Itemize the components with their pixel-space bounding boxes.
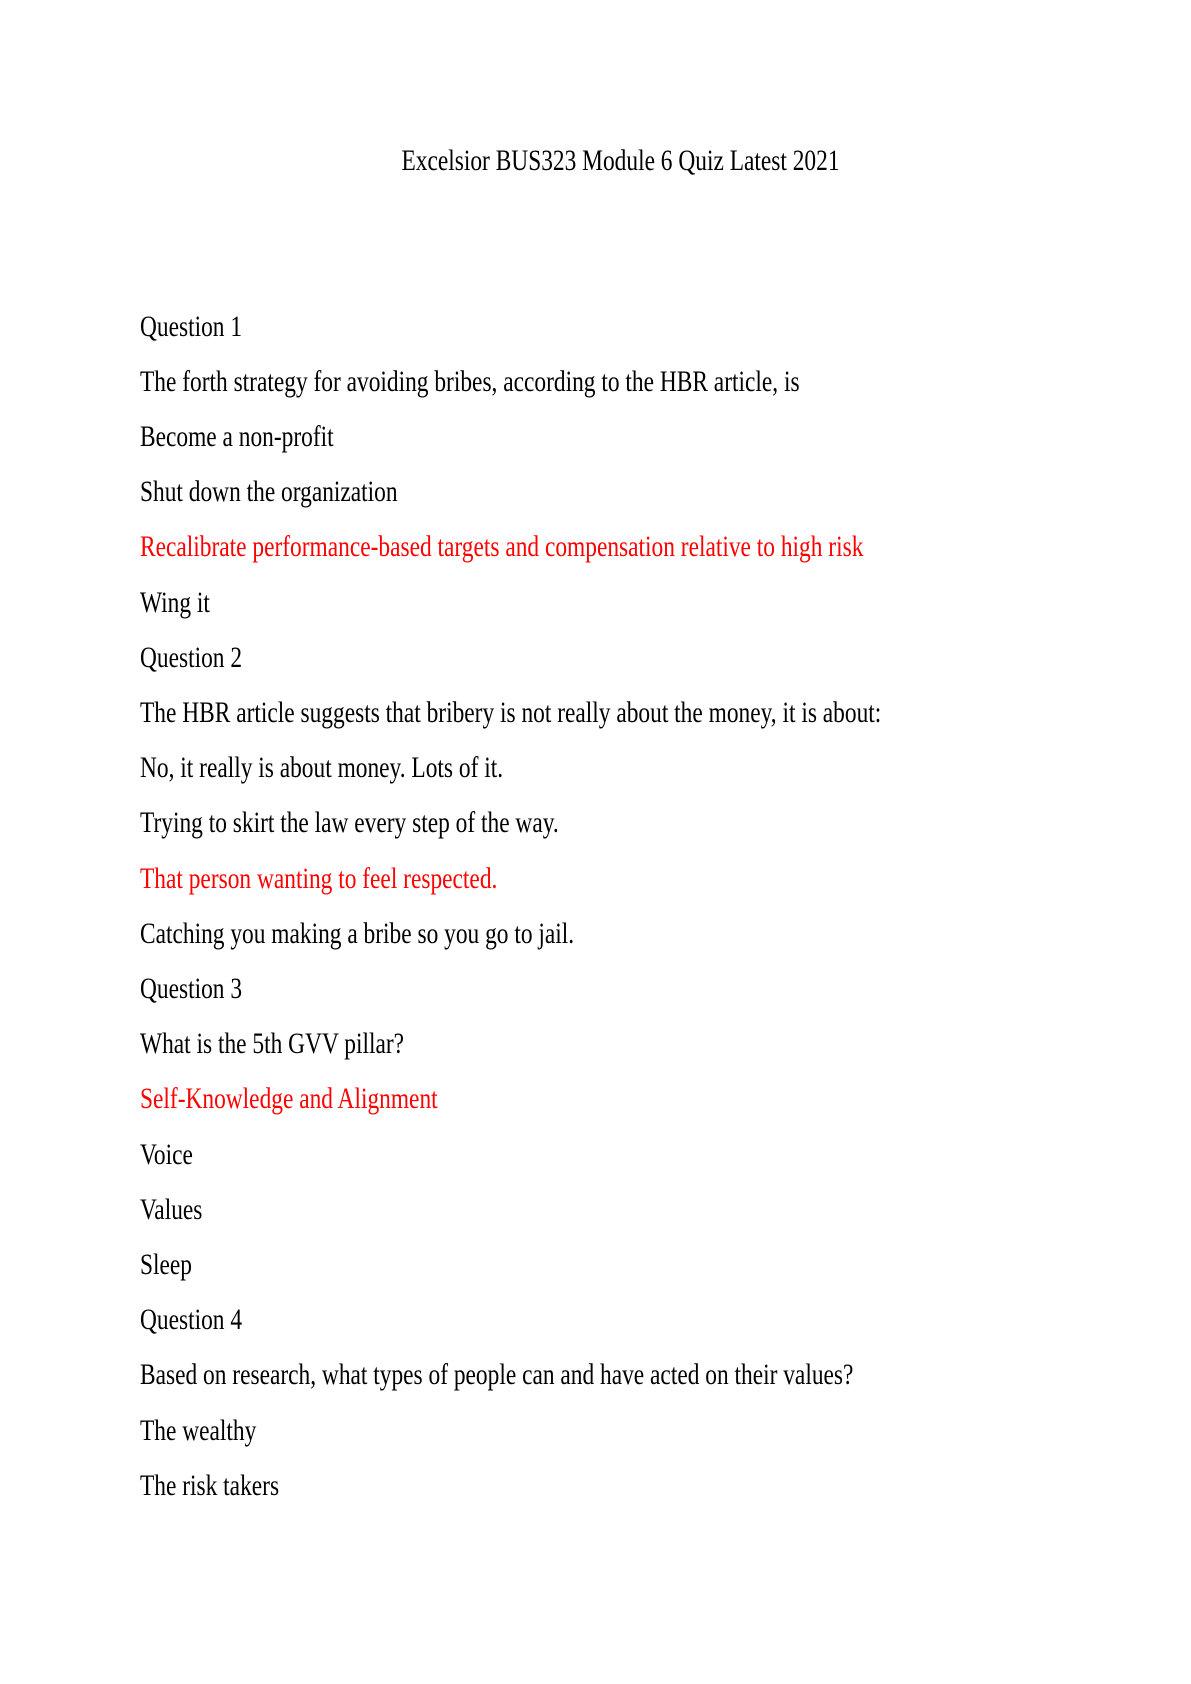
question-text: The forth strategy for avoiding bribes, according to the HBR article, is <box>140 364 800 398</box>
correct-answer-text: That person wanting to feel respected. <box>140 861 498 895</box>
answer-option-text: Become a non-profit <box>140 420 334 453</box>
answer-option-text: No, it really is about money. Lots of it. <box>140 751 504 785</box>
answer-option-text: Shut down the organization <box>140 475 398 509</box>
question-text: What is the 5th GVV pillar? <box>140 1027 405 1061</box>
answer-option-text: The risk takers <box>140 1468 280 1502</box>
answer-option-text: Catching you making a bribe so you go to jail. <box>140 916 575 950</box>
document-title: Excelsior BUS323 Module 6 Quiz Latest 2021 <box>401 144 840 177</box>
question-text: Based on research, what types of people can and have acted on their values? <box>140 1358 854 1392</box>
answer-option-text: Sleep <box>140 1248 192 1282</box>
question-label: Question 3 <box>140 972 243 1006</box>
answer-option-text: The wealthy <box>140 1413 257 1447</box>
answer-option-text: Values <box>140 1192 203 1226</box>
question-label: Question 1 <box>140 309 243 343</box>
answer-option-text: Wing it <box>140 585 210 619</box>
answer-option-text: Trying to skirt the law every step of the way. <box>140 806 559 840</box>
correct-answer-text: Recalibrate performance-based targets and compensation relative to high risk <box>140 530 864 564</box>
question-text: The HBR article suggests that bribery is not really about the money, it is about: <box>140 696 882 730</box>
question-label: Question 4 <box>140 1303 243 1337</box>
question-label: Question 2 <box>140 640 243 674</box>
document-body <box>140 299 1101 1513</box>
correct-answer-text: Self-Knowledge and Alignment <box>140 1082 438 1116</box>
answer-option-text: Voice <box>140 1137 193 1171</box>
